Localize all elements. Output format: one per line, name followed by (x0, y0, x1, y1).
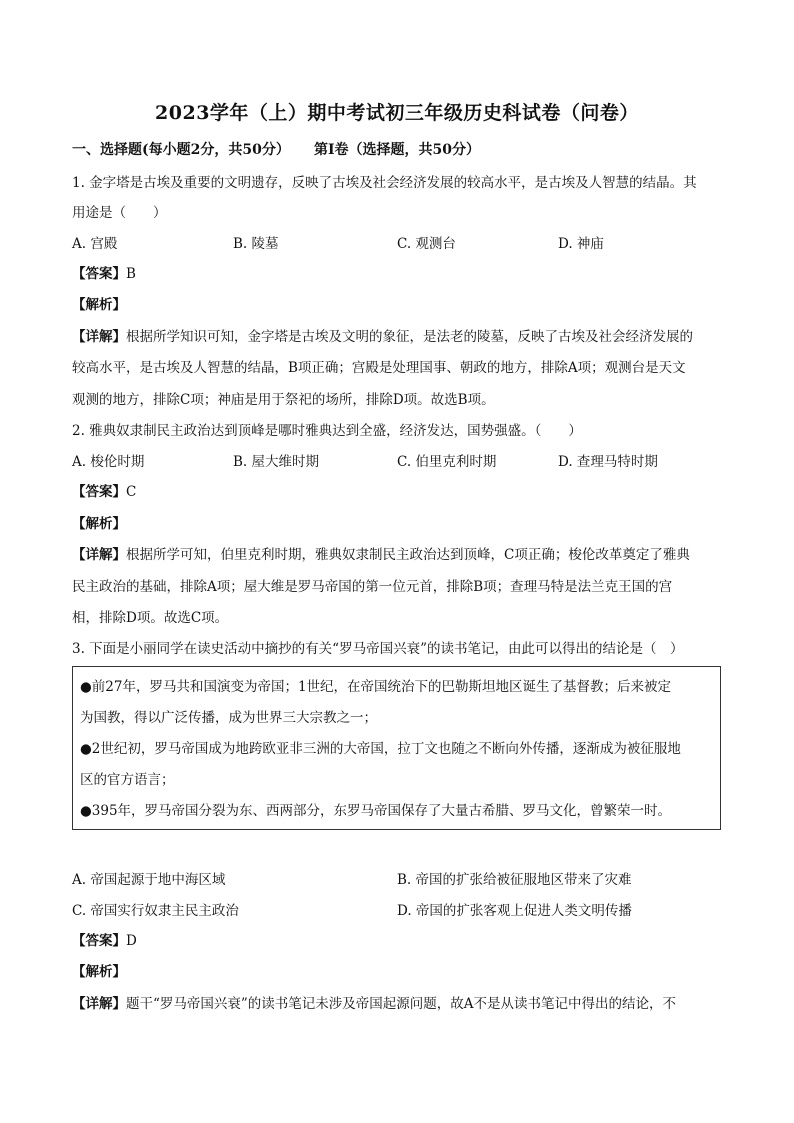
notes-line4: 区的官方语言； (80, 772, 175, 788)
detail-label: 【详解】 (72, 329, 126, 345)
q1-detail-line2: 较高水平，是古埃及人智慧的结晶，B项正确；宫殿是处理国事、朝政的地方，排除A项；观测台是天文 (72, 360, 686, 376)
q3-option-a: A. 帝国起源于地中海区域 (72, 872, 226, 888)
answer-value: C (126, 484, 137, 500)
q2-option-a: A. 梭伦时期 (72, 454, 145, 470)
notes-line1: ●前27年，罗马共和国演变为帝国；1世纪，在帝国统治下的巴勒斯坦地区诞生了基督教；后来被定 (80, 679, 672, 695)
q1-stem-line2: 用途是（ ） (72, 205, 167, 221)
q1-answer (72, 264, 136, 284)
q1-detail-line3: 观测的地方，排除C项；神庙是用于祭祀的场所，排除D项。故选B项。 (72, 392, 495, 408)
section-heading: 一、选择题(每小题2分，共50分） (72, 142, 290, 158)
q1-stem-line1: 1. 金字塔是古埃及重要的文明遗存，反映了古埃及社会经济发展的较高水平，是古埃及人智慧的结晶。其 (72, 175, 697, 191)
q1-option-b: B. 陵墓 (233, 236, 279, 252)
q2-option-c: C. 伯里克利时期 (397, 454, 497, 470)
q1-option-c: C. 观测台 (397, 236, 456, 252)
q2-detail-line3: 相，排除D项。故选C项。 (72, 610, 229, 626)
detail-text: 根据所学可知，伯里克利时期，雅典奴隶制民主政治达到顶峰，C项正确；梭伦改革奠定了雅典 (126, 547, 690, 563)
notes-line2: 为国教，得以广泛传播，成为世界三大宗教之一； (80, 710, 377, 726)
q1-option-d: D. 神庙 (558, 236, 604, 252)
q2-analysis-label: 【解析】 (72, 516, 126, 532)
detail-text: 根据所学知识可知，金字塔是古埃及文明的象征，是法老的陵墓，反映了古埃及社会经济发展的 (126, 329, 693, 345)
answer-label: 【答案】 (72, 933, 126, 949)
q3-stem-line1: 3. 下面是小丽同学在读史活动中摘抄的有关“罗马帝国兴衰”的读书笔记，由此可以得出的结论是（ ） (72, 641, 684, 657)
q3-answer (72, 931, 137, 951)
detail-text: 题干“罗马帝国兴衰”的读书笔记未涉及帝国起源问题，故A不是从读书笔记中得出的结论，不 (126, 996, 677, 1012)
q1-option-a: A. 宫殿 (72, 236, 118, 252)
answer-value: B (126, 266, 136, 282)
notes-line3: ●2世纪初，罗马帝国成为地跨欧亚非三洲的大帝国，拉丁文也随之不断向外传播，逐渐成为被征服地 (80, 741, 681, 757)
q2-option-b: B. 屋大维时期 (233, 454, 320, 470)
page-title: 2023学年（上）期中考试初三年级历史科试卷（问卷） (155, 102, 639, 124)
answer-label: 【答案】 (72, 266, 126, 282)
q1-analysis-label: 【解析】 (72, 297, 126, 313)
notes-line5: ●395年，罗马帝国分裂为东、西两部分，东罗马帝国保存了大量古希腊、罗马文化，曾繁荣一时。 (80, 803, 672, 819)
q1-detail-line1 (72, 327, 693, 347)
q2-detail-line1 (72, 545, 690, 565)
section-subtitle: 第I卷（选择题，共50分） (313, 142, 481, 158)
q3-option-b: B. 帝国的扩张给被征服地区带来了灾难 (397, 872, 632, 888)
q3-analysis-label: 【解析】 (72, 964, 126, 980)
q3-detail-line1 (72, 994, 676, 1014)
q2-answer (72, 482, 136, 502)
q2-detail-line2: 民主政治的基础，排除A项；屋大维是罗马帝国的第一位元首，排除B项；查理马特是法兰克王国的宫 (72, 579, 673, 595)
answer-value: D (126, 933, 137, 949)
q3-option-d: D. 帝国的扩张客观上促进人类文明传播 (397, 903, 632, 919)
detail-label: 【详解】 (72, 996, 126, 1012)
q3-option-c: C. 帝国实行奴隶主民主政治 (72, 903, 239, 919)
q2-option-d: D. 查理马特时期 (558, 454, 658, 470)
answer-label: 【答案】 (72, 484, 126, 500)
q2-stem-line1: 2. 雅典奴隶制民主政治达到顶峰是哪时雅典达到全盛，经济发达，国势强盛。（ ） (72, 423, 582, 439)
detail-label: 【详解】 (72, 547, 126, 563)
